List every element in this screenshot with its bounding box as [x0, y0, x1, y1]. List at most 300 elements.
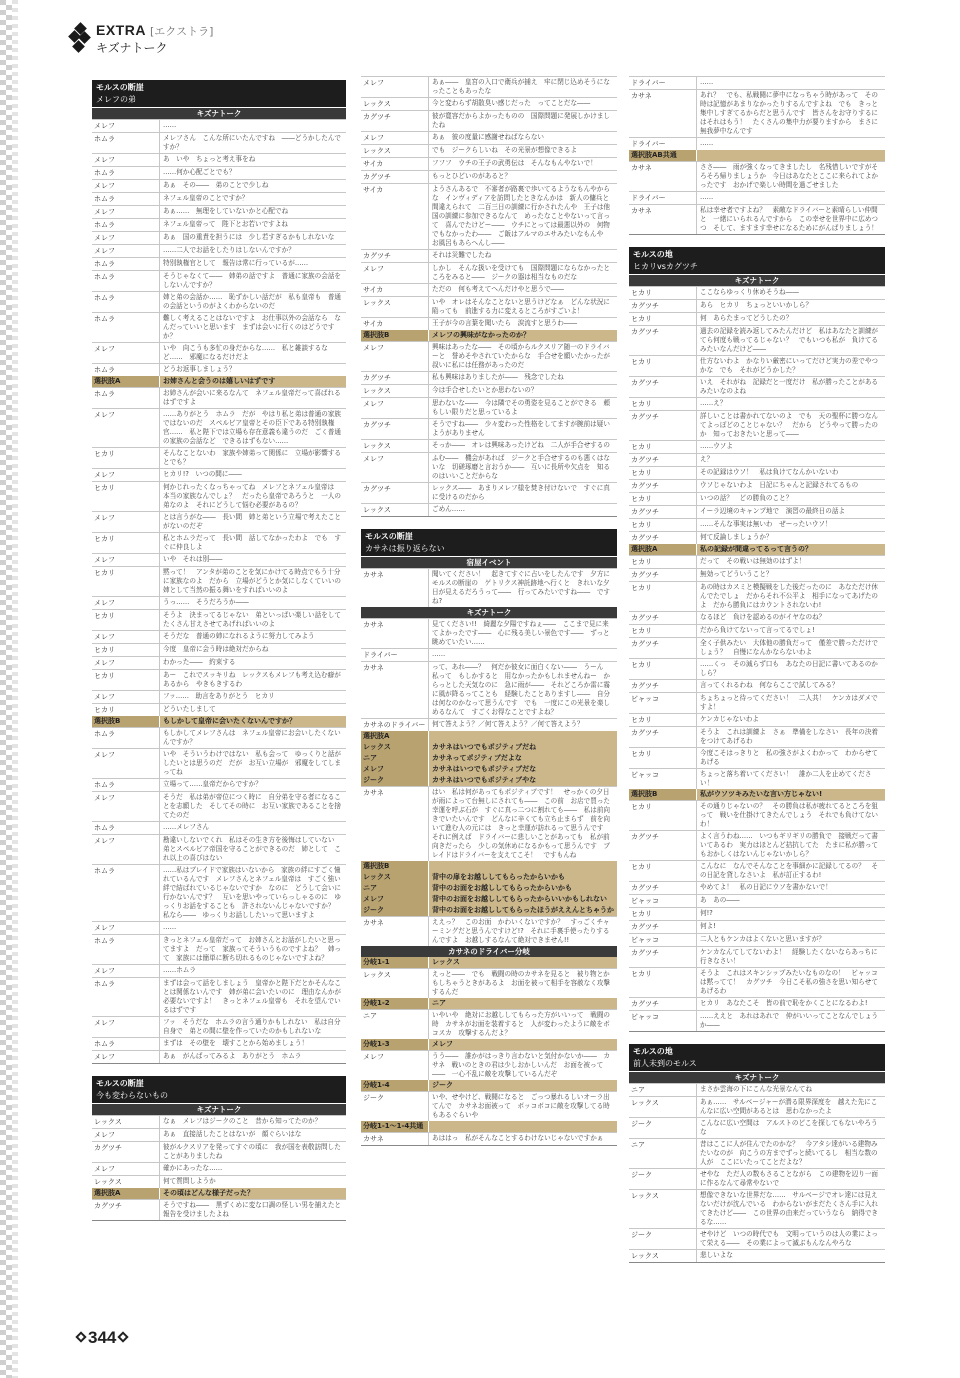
dialogue-row	[629, 581, 885, 611]
speaker-name: ジーク	[629, 1169, 697, 1189]
dialogue-row	[92, 1175, 346, 1188]
choice-text: ニア	[432, 999, 446, 1007]
dialogue-line: 何て答えよう？／何て答えよう？／何て答えよう？	[432, 720, 584, 728]
dialogue-line: いえ それがね 記録だと一度だけ 私が勝ったことがあるみたいなのよね	[700, 378, 879, 395]
dialogue-line: 全く子供みたい 大体他の勝負だって 僅差で勝っただけでしょう？ 自慢になんかならないわよ	[700, 639, 879, 656]
choice-text: 私の記録が間違ってるって言うの？	[700, 545, 812, 553]
dialogue-row	[629, 312, 885, 325]
speaker-name: メレフ	[92, 1129, 160, 1141]
dialogue-line: 今は手合せしたいとか思わないの？	[432, 386, 538, 394]
speaker-name: レックス	[629, 1097, 697, 1117]
dialogue-line: あぁ 国の重責を担うには 少し若すぎるかもしれないな	[163, 233, 335, 241]
section-title: カサネは振り返らない	[361, 543, 617, 557]
choice-label: 分岐1-3	[361, 1039, 429, 1050]
dialogue-line: そっか―― オレは興味あったけどね 二人が手合せするの	[432, 441, 610, 449]
dialogue-row	[361, 262, 617, 283]
choice-label: 選択肢AB共通	[629, 150, 697, 161]
choice-text: カサネはいつでもポジティブだね	[432, 743, 537, 751]
dialogue-line: はい 私は何があってもポジティブです！ せっかくの夕日が雨によって台無しにされても―― この前 お店で買った幸運を呼ぶ石が すぐに真っ二つに割れても―― 私は前向きでいたいんです どんなに辛くても立ち止まらず 前を向いて進む人の元には きっと幸運が訪れるって思うんです それに例えば ドライバーに悲しいことがあっても 私が前向きだったら 少しの気休めになるかもって思うんです ブレイドはドライバーを支えてこそ！ ですもんね	[432, 788, 611, 859]
speaker-name: ホムラ	[92, 313, 160, 342]
dialogue-row	[92, 312, 346, 342]
speaker-name: カグツチ	[629, 998, 697, 1010]
dialogue-line: 何て質問しようか	[163, 1177, 216, 1185]
speaker-name: レックス	[361, 145, 429, 157]
dialogue-row	[92, 1162, 346, 1175]
speaker-name: ホムラ	[92, 779, 160, 791]
speaker-name: カグツチ	[629, 377, 697, 397]
dialogue-line: ……	[700, 139, 714, 147]
speaker-name: メレフ	[92, 749, 160, 778]
speaker-name: カサネ	[361, 619, 429, 648]
dialogue-row	[629, 713, 885, 726]
dialogue-row	[361, 1091, 617, 1121]
dialogue-line: ウソじゃないわよ 日記にちゃんと記録されてるもの	[700, 481, 859, 489]
choice-label: 分岐1-1～1-4共通	[361, 1121, 429, 1132]
choice-row	[92, 376, 346, 387]
dialogue-line: 見てください!! 綺麗な夕陽ですねぇ―― ここまで見に来てよかったです―― 心に残る美しい景色です―― ずっと眺めていたい……	[432, 620, 610, 646]
choice-label: 選択肢B	[629, 789, 697, 800]
speaker-name: メレフ	[92, 343, 160, 363]
dialogue-row	[92, 566, 346, 596]
speaker-name: ビャッコ	[629, 934, 697, 946]
dialogue-line: しかし そんな扱いを受けても 国際問題にならなかったところをみると―― ジークの器は相当なものだな	[432, 264, 611, 281]
dialogue-line: 仕方ないわよ かなりい厳密にいってだけど実力の差でやつかな でも それがどうかした？	[700, 357, 879, 374]
dialogue-line: あ いや ちょっと考え事をね	[163, 155, 256, 163]
dialogue-row	[361, 157, 617, 170]
choice-row	[629, 544, 885, 555]
dialogue-line: ただの 何も考えてへんだけやと思うで――	[432, 285, 564, 293]
choice-text: ジーク	[432, 1081, 453, 1089]
choice-text: カサネはいつでもポジティブやな	[432, 776, 537, 784]
choice-text	[429, 861, 432, 872]
dialogue-line: そうよ これは訓練よ さぁ 準備をしなさい 長年の決着をつけてあげるわ	[700, 728, 879, 745]
choice-row	[361, 330, 617, 341]
speaker-name: サイカ	[361, 284, 429, 296]
dialogue-line: ふむ―― 機会があれば ジークと手合せするのも悪くはないな 切磋琢磨と言おうか―― 互いに長所や欠点を 知るのはいいことだからな	[432, 454, 611, 480]
dialogue-row	[92, 921, 346, 934]
dialogue-line: ケンカじゃないわよ	[700, 715, 760, 723]
dialogue-row	[92, 205, 346, 218]
header-extra: EXTRA	[96, 22, 146, 38]
dialogue-line: 昔はここに人が住んでたのかな？ 今アタシ達がいる建物みたいなのが 向こうの方までずっと続いてるし 相当な数の人が ここにいたってことだよな？	[700, 1140, 878, 1166]
dialogue-row	[361, 341, 617, 371]
dialogue-row	[92, 1050, 346, 1063]
choice-text	[429, 731, 432, 742]
dialogue-row	[361, 144, 617, 157]
dialogue-line: 興味はあったな―― その頃からルクスリア随一のドライバーと 誉めそやされていたからな 手合せを願いたかったが 叔いに私には任務があったのだ	[432, 343, 617, 369]
dialogue-row	[361, 482, 617, 503]
dialogue-row	[361, 661, 617, 718]
choice-text	[429, 1121, 432, 1132]
dialogue-line: ささ―― 雨が強くなってきましたし 名残惜しいですがそろそろ帰りましょうか 今日はあなたとここに来られてよかったです おかげで楽しい時間を過ごせました	[700, 163, 879, 189]
speaker-name: カグツチ	[629, 326, 697, 355]
dialogue-line: フッ…… 助言をありがとう ヒカリ	[163, 692, 275, 700]
dialogue-line: 何よ!	[700, 922, 716, 930]
speaker-name: ホムラ	[92, 978, 160, 1016]
column-1	[92, 80, 346, 1233]
dialogue-row	[92, 1141, 346, 1162]
dialogue-row	[361, 283, 617, 296]
dialogue-row	[361, 503, 617, 516]
choice-text: その頃はどんな様子だった？	[163, 1189, 254, 1197]
speaker-name: カグツチ	[629, 947, 697, 967]
dialogue-line: あぁ…… サルベージャーが潜る限界深度を 越えた先にこんなに広い空間があるとは 思わなかったよ	[700, 1098, 878, 1115]
speaker-name: サイカ	[361, 158, 429, 170]
dialogue-line: うう―― 誰かがはっきり言わないと気付かないか―― カサネ 戦いのときの君は少しおかしいんだ お面を被って―― 一心不乱に敵を攻撃しているんだぞ	[432, 1052, 611, 1078]
dialogue-row	[361, 968, 617, 998]
dialogue-row	[629, 768, 885, 789]
speaker-name: カグツチ	[629, 638, 697, 658]
dialogue-line: フフフ ウチの王子の武勇伝は そんなもんやないで！	[432, 159, 597, 167]
speaker-name: ホムラ	[92, 258, 160, 270]
dialogue-row	[629, 355, 885, 376]
dialogue-row	[92, 643, 346, 656]
dialogue-line: あの時はカスミと模擬戦をした後だったのに あなただけ休んでたでしょ だからそれ不公平よ 相手になってあげたのよ だから勝負にはカウントされないわ!	[700, 583, 879, 609]
speaker-name: ジーク	[629, 1229, 697, 1249]
speaker-name: レックス	[92, 1176, 160, 1188]
speaker-name: ドライバー	[629, 77, 697, 89]
speaker-name: カサネ	[361, 787, 429, 861]
dialogue-row	[629, 76, 885, 89]
choice-label: 選択肢A	[361, 731, 429, 742]
dialogue-line: 二人ともケンカはよくないと思いますが？	[700, 935, 825, 943]
dialogue-line: 何かじれったくなっちゃってね メレフとネフェル皇帝は 本当の家族なんでしょ？ だったら皇帝であろうと 一人の弟なのよ それにどうして悩む必要があるの？	[163, 483, 342, 509]
dialogue-row	[92, 778, 346, 791]
dialogue-line: 特別執権官として 報告は常に行っているが……	[163, 259, 309, 267]
dialogue-line: もっとひどいのがあると？	[432, 172, 512, 180]
dialogue-row	[629, 410, 885, 440]
dialogue-line: あぁ―― 皇宮の入口で衛兵が捕え 牢に閉じ込めそうになったこともあったな	[432, 78, 610, 95]
dialogue-row	[92, 270, 346, 291]
speaker-name: メレフ	[92, 180, 160, 192]
speaker-name: メレフ	[92, 1163, 160, 1175]
dialogue-row	[361, 384, 617, 397]
speaker-name: ホムラ	[92, 271, 160, 291]
dialogue-line: ……くっ その減らず口も あなたの日記に書いてあるのかしら？	[700, 660, 878, 677]
dialogue-line: メレフさん こんな所にいたんですね ――どうかしたんですか？	[163, 134, 342, 151]
speaker-name: メレフ	[361, 398, 429, 418]
speaker-name: ヒカリ	[92, 704, 160, 716]
speaker-name: ヒカリ	[629, 556, 697, 568]
dialogue-line: ちょっと落ち着いてください！ 誰か二人を止めてください！	[700, 770, 872, 787]
section-location: モルスの断崖	[92, 1076, 346, 1090]
dialogue-section	[629, 76, 885, 235]
choice-label: 選択肢A	[92, 1188, 160, 1199]
speaker-name: ドライバー	[361, 649, 429, 661]
dialogue-row	[629, 830, 885, 860]
dialogue-line: ネフェル皇帝のことですか？	[163, 194, 249, 202]
choice-label: 分岐1-4	[361, 1080, 429, 1091]
speaker-name: メレフ	[92, 922, 160, 934]
choice-label: メレフ	[361, 894, 429, 905]
dialogue-row	[629, 624, 885, 637]
dialogue-row	[92, 703, 346, 716]
dialogue-line: あぁ がんばってみるよ ありがとう ホムラ	[163, 1052, 302, 1060]
dialogue-row	[629, 1249, 885, 1262]
dialogue-line: あははっ 私がそんなことするわけないじゃないですかぁ	[432, 1134, 604, 1142]
dialogue-section	[629, 247, 885, 1032]
speaker-name: メレフ	[92, 1017, 160, 1037]
dialogue-row	[629, 692, 885, 713]
dialogue-row	[629, 1168, 885, 1189]
speaker-name: ホムラ	[92, 219, 160, 231]
page-number: 344	[88, 1328, 117, 1347]
speaker-name: カサネ	[629, 90, 697, 137]
speaker-name: サイカ	[361, 184, 429, 249]
dialogue-line: 想像できないな世界だな…… サルベージでオレ達には見えないだけが沈んでいる わからないがまだたくさん手に入れてきたけど―― この世界の由来だっていうなら 納得できるな……	[700, 1191, 879, 1226]
dialogue-line: 姉と弟の会話か…… 恥ずかしい話だが 私も皇帝も 普通の会話というのがよくわからないのだ	[163, 293, 342, 310]
dialogue-row	[629, 946, 885, 967]
dialogue-row	[629, 286, 885, 299]
dialogue-row	[92, 1115, 346, 1128]
dialogue-row	[92, 119, 346, 132]
dialogue-row	[361, 249, 617, 262]
speaker-name: メレフ	[92, 409, 160, 447]
dialogue-line: せやけど いつの時代でも 文明っていうのは人の業によって栄える―― その業によって滅ぶもんなんやろな	[700, 1230, 879, 1247]
speaker-name: ホムラ	[92, 728, 160, 748]
dialogue-line: あぁ 彼の度量に感謝せねばならない	[432, 133, 545, 141]
dialogue-section	[361, 76, 617, 517]
speaker-name: レックス	[361, 440, 429, 452]
speaker-name: カグツチ	[361, 483, 429, 503]
speaker-name: メレフ	[92, 232, 160, 244]
speaker-name: カサネ	[361, 662, 429, 718]
dialogue-row	[92, 1016, 346, 1037]
choice-row	[361, 764, 617, 775]
choice-label: 選択肢B	[361, 861, 429, 872]
speaker-name: サイカ	[361, 318, 429, 330]
dialogue-line: 今度こそはっきりと 私の強さがよくわかって わからせてあげる	[700, 749, 878, 766]
dialogue-line: ようさんあるで 不審者が路裏で歩いてるようなもんやからな インヴィディアを訪問したときなんかは 新人の傭兵と間違えられて 二百三日の訓練に行かされたんや 王子は他国の訓練に参加できるなんて めったなことやないって言って 喜んでたけどー―― ウチにとっては最悪以外の 何物でもなかったわ―― ご飯はアルマのエサみたいなもんや お風呂もあらへんし――	[432, 185, 611, 247]
speaker-name: カグツチ	[629, 727, 697, 747]
dialogue-line: ええっ？ このお面 かわいくないですか？ すっごくチャーミングだと思うんですけど!? それに手裏手使ったりするんですよ お越しするなんて絶対できません!!	[432, 918, 610, 944]
speaker-name: ヒカリ	[92, 567, 160, 596]
speaker-name: ニア	[629, 1084, 697, 1096]
dialogue-line: いや 向こうも多忙の身だからな…… 私と雑談するなど…… 邪魔になるだけだよ	[163, 344, 328, 361]
dialogue-row	[92, 387, 346, 408]
dialogue-line: きっとネフェル皇帝だって お姉さんとお話がしたいと思ってますよ だって 家族ってそういうものですよね？ 姉って 家族には簡単に断ち切れるものじゃないですよね？	[163, 936, 342, 962]
dialogue-line: ……	[163, 121, 177, 129]
dialogue-row	[92, 834, 346, 864]
dialogue-line: 難しく考えることはないですよ お仕事以外の会話なら なんだっていいと思います まずは会いに行くのはどうですか？	[163, 314, 342, 340]
dialogue-row	[629, 907, 885, 920]
speaker-name: ホムラ	[92, 292, 160, 312]
dialogue-row	[629, 325, 885, 355]
dialogue-line: ……ええと あれはあれで 仲がいいってことなんでしょうか――	[700, 1012, 879, 1029]
dialogue-line: 彼がルクスリアを発ってすぐの頃に 我が国を表敬訪問したことがありましたね	[163, 1143, 341, 1160]
speaker-name: メレフ	[361, 263, 429, 283]
speaker-name: ホムラ	[92, 822, 160, 834]
speaker-name: メレフ	[92, 245, 160, 257]
speaker-name: カグツチ	[361, 419, 429, 439]
dialogue-row	[92, 179, 346, 192]
speaker-name: メレフ	[92, 691, 160, 703]
speaker-name: メレフ	[361, 77, 429, 97]
dialogue-line: その記録はウソ！ 私は負けてなんかいないわ	[700, 468, 839, 476]
choice-row	[361, 1121, 617, 1132]
dialogue-line: あー これでスッキリね レックスもメレフも考え込む癖があるから やきもきするわ	[163, 671, 341, 688]
dialogue-row	[629, 881, 885, 894]
choice-label: 選択肢A	[92, 376, 160, 387]
dialogue-line: そうですね―― 黒ずくめに変な口調の怪しい男を捕えたと 報告を受けましたよね	[163, 1201, 348, 1218]
dialogue-row	[629, 555, 885, 568]
speaker-name: カグツチ	[629, 612, 697, 624]
dialogue-line: 詳しいことは書かれてないのよ でも 天の聖杯に勝つなんてよっぽどのことじゃない？ だから どうやって勝ったのか 知っておきたいと思って――	[700, 412, 879, 438]
dialogue-line: ……	[163, 923, 177, 931]
dialogue-row	[92, 791, 346, 821]
dialogue-row	[629, 1138, 885, 1168]
dialogue-row	[629, 997, 885, 1010]
diamond-right-icon	[118, 1331, 129, 1342]
dialogue-row	[629, 440, 885, 453]
dialogue-line: ちょちょっと待ってください！ 二人共！ ケンカはダメですよ！	[700, 694, 878, 711]
dialogue-row	[361, 786, 617, 861]
dialogue-row	[361, 110, 617, 131]
dialogue-line: もしかしてメレフさんは ネフェル皇帝にお会いしたくないんですか？	[163, 729, 341, 746]
dialogue-line: その通りじゃないの？ その勝負は私が疲れてるところを狙って 戦いを仕掛けてきたんでしょう それでも負けてないわ！	[700, 802, 879, 828]
dialogue-row	[92, 342, 346, 363]
speaker-name: ヒカリ	[629, 441, 697, 453]
speaker-name: ヒカリ	[629, 582, 697, 611]
dialogue-row	[629, 505, 885, 518]
speaker-name: カグツチ	[361, 111, 429, 131]
dialogue-row	[361, 76, 617, 97]
dialogue-line: 聞いてください！ 起きてすぐに占いをしたんです 夕方にモルスの断崖の ゲトリクス神託跡地へ行くと きれいな夕日が見えるだろうって―― 行ってみたいですね―― ですね?	[432, 570, 611, 605]
dialogue-row	[629, 299, 885, 312]
dialogue-row	[629, 161, 885, 191]
dialogue-line: なるほど 負けを認めるのがイヤなのね？	[700, 613, 826, 621]
dialogue-row	[92, 690, 346, 703]
dialogue-line: どういたしまして	[163, 705, 216, 713]
section-location: モルスの地	[629, 1044, 885, 1058]
dialogue-line: 今と変わらず胡散臭い感じだった ってことだな――	[432, 99, 591, 107]
dialogue-row	[629, 137, 885, 150]
dialogue-row	[361, 718, 617, 731]
dialogue-line: ……え？	[700, 399, 727, 407]
dialogue-row	[629, 89, 885, 137]
speaker-name: メレフ	[92, 469, 160, 481]
dialogue-row	[92, 1037, 346, 1050]
speaker-name: メレフ	[92, 965, 160, 977]
speaker-name: ヒカリ	[92, 644, 160, 656]
dialogue-row	[92, 447, 346, 468]
dialogue-line: レックス―― あまりメレフ様を焚き付けないで すぐに真に受けるのだから	[432, 484, 610, 501]
speaker-name: ヒカリ	[629, 625, 697, 637]
dialogue-line: 過去の記録を読み返してみたんだけど 私はあなたと訓練がてら何度も戦ってるじゃない？ でもいつも私が 負けてるみたいなんだけど――	[700, 327, 879, 353]
page-edge-pattern-inner	[12, 0, 18, 1378]
dialogue-row	[629, 453, 885, 466]
speaker-name: レックス	[629, 1250, 697, 1262]
dialogue-line: なぁ メレフはジークのこと 昔から知ってたのか？	[163, 1117, 322, 1125]
column-2	[361, 76, 617, 1158]
dialogue-row	[92, 864, 346, 921]
choice-label: ニア	[361, 753, 429, 764]
diamond-logo-icon	[70, 24, 92, 54]
dialogue-line: わかった―― 約束する	[163, 658, 236, 666]
speaker-name: レックス	[361, 98, 429, 110]
dialogue-line: あ あの――	[700, 896, 740, 904]
speaker-name: レックス	[92, 1116, 160, 1128]
dialogue-row	[92, 821, 346, 834]
choice-row	[92, 716, 346, 727]
choice-row	[361, 1080, 617, 1091]
dialogue-row	[361, 568, 617, 607]
dialogue-row	[92, 656, 346, 669]
dialogue-row	[92, 153, 346, 166]
choice-row	[361, 861, 617, 872]
dialogue-row	[92, 511, 346, 532]
speaker-name: ドライバー	[629, 192, 697, 204]
speaker-name: レックス	[629, 1190, 697, 1228]
dialogue-line: えっと―― でも 戦闘の時のカサネを見ると 被り物とかもしちゃうときがあるよ お面を被って相手を容赦なく攻撃するんだ	[432, 970, 611, 996]
dialogue-line: まさか雲海の下にこんな光景なんてね	[700, 1085, 813, 1093]
dialogue-line: それは災難でしたね	[432, 251, 492, 259]
dialogue-row	[361, 1009, 617, 1039]
dialogue-line: こんなに なんでそんなことを事細かに記録してるの？ その日記を貸しなさいよ 私が訂正するわ!	[700, 862, 879, 879]
dialogue-row	[92, 748, 346, 778]
speaker-name: レックス	[361, 969, 429, 998]
speaker-name: ヒカリ	[92, 670, 160, 690]
dialogue-row	[92, 291, 346, 312]
speaker-name: カグツチ	[629, 506, 697, 518]
dialogue-line: あれ？ でも、私戦闘に夢中になっちゃう時があって その時は記憶があまりなかったりするんですよね でも きっと集中しすぎてるからだと思うんです 皆さんをお守りするにはそれはもう！ たくさんの集中力が要りますから まさに無我夢中なんです	[700, 91, 879, 135]
dialogue-row	[361, 1050, 617, 1080]
dialogue-line: 悲しいよな	[700, 1251, 733, 1259]
dialogue-line: だから負けてないって言ってるでしょ!	[700, 626, 815, 634]
choice-row	[629, 789, 885, 800]
dialogue-row	[92, 218, 346, 231]
speaker-name: カグツチ	[361, 372, 429, 384]
choice-text: カサネってポジティブだよな	[432, 754, 522, 762]
dialogue-line: 私は幸せ者ですよね？ 素敵なドライバーと素晴らしい仲間と 一緒にいられるんですから この幸せを世界中に広めつつ そして、ますます幸せになるためにがんばりましょう！	[700, 206, 879, 232]
dialogue-row	[361, 418, 617, 439]
dialogue-row	[629, 518, 885, 531]
dialogue-row	[361, 452, 617, 482]
dialogue-row	[92, 363, 346, 376]
dialogue-row	[629, 492, 885, 505]
dialogue-line: 立場って……皇帝だからですか？	[163, 780, 262, 788]
speaker-name: ヒカリ	[629, 714, 697, 726]
dialogue-line: いや、せやけど、戦闘になると ごっつ暴れるしいオーラ出てんで カサネお面被って ボッコボコに敵を攻撃してる時もあるぐらいや	[432, 1093, 610, 1119]
dialogue-line: ネフェル皇帝って 陛下とお若いですよね	[163, 220, 288, 228]
dialogue-row	[629, 658, 885, 679]
choice-text: 背中の扉をお越ししてもらったからいかも	[432, 873, 565, 881]
section-location: モルスの地	[629, 247, 885, 261]
choice-row	[361, 753, 617, 764]
dialogue-row	[361, 618, 617, 648]
dialogue-row	[361, 1132, 617, 1145]
speaker-name: ホムラ	[92, 364, 160, 376]
speaker-name: メレフ	[361, 132, 429, 144]
choice-text: 背中のお面をお越ししてもらったからいかも	[432, 884, 572, 892]
dialogue-row	[92, 192, 346, 205]
choice-row	[361, 998, 617, 1009]
dialogue-row	[361, 648, 617, 661]
speaker-name: ヒカリ	[629, 748, 697, 768]
dialogue-line: やめてよ！ 私の日記にウソを書かないで！	[700, 883, 832, 891]
dialogue-row	[92, 609, 346, 630]
dialogue-row	[92, 596, 346, 609]
dialogue-line: ……	[432, 650, 446, 658]
speaker-name: ヒカリ	[629, 861, 697, 881]
speaker-name: ホムラ	[92, 133, 160, 153]
dialogue-line: いやいや 絶対にお越ししてもらった方がいいって 戦闘の時 カサネがお面を装着すると 人が変わったように敵をボコスカ 攻撃するんだよ？	[432, 1011, 611, 1037]
header-subtitle: キズナトーク	[96, 41, 168, 55]
dialogue-line: いや オレはそんなことないと思うけどなぁ どんな状況に陥っても 前進する力に変えるところがすごいよ！	[432, 298, 611, 315]
event-header: キズナトーク	[361, 607, 617, 618]
choice-text	[697, 150, 700, 161]
speaker-name: メレフ	[92, 792, 160, 821]
